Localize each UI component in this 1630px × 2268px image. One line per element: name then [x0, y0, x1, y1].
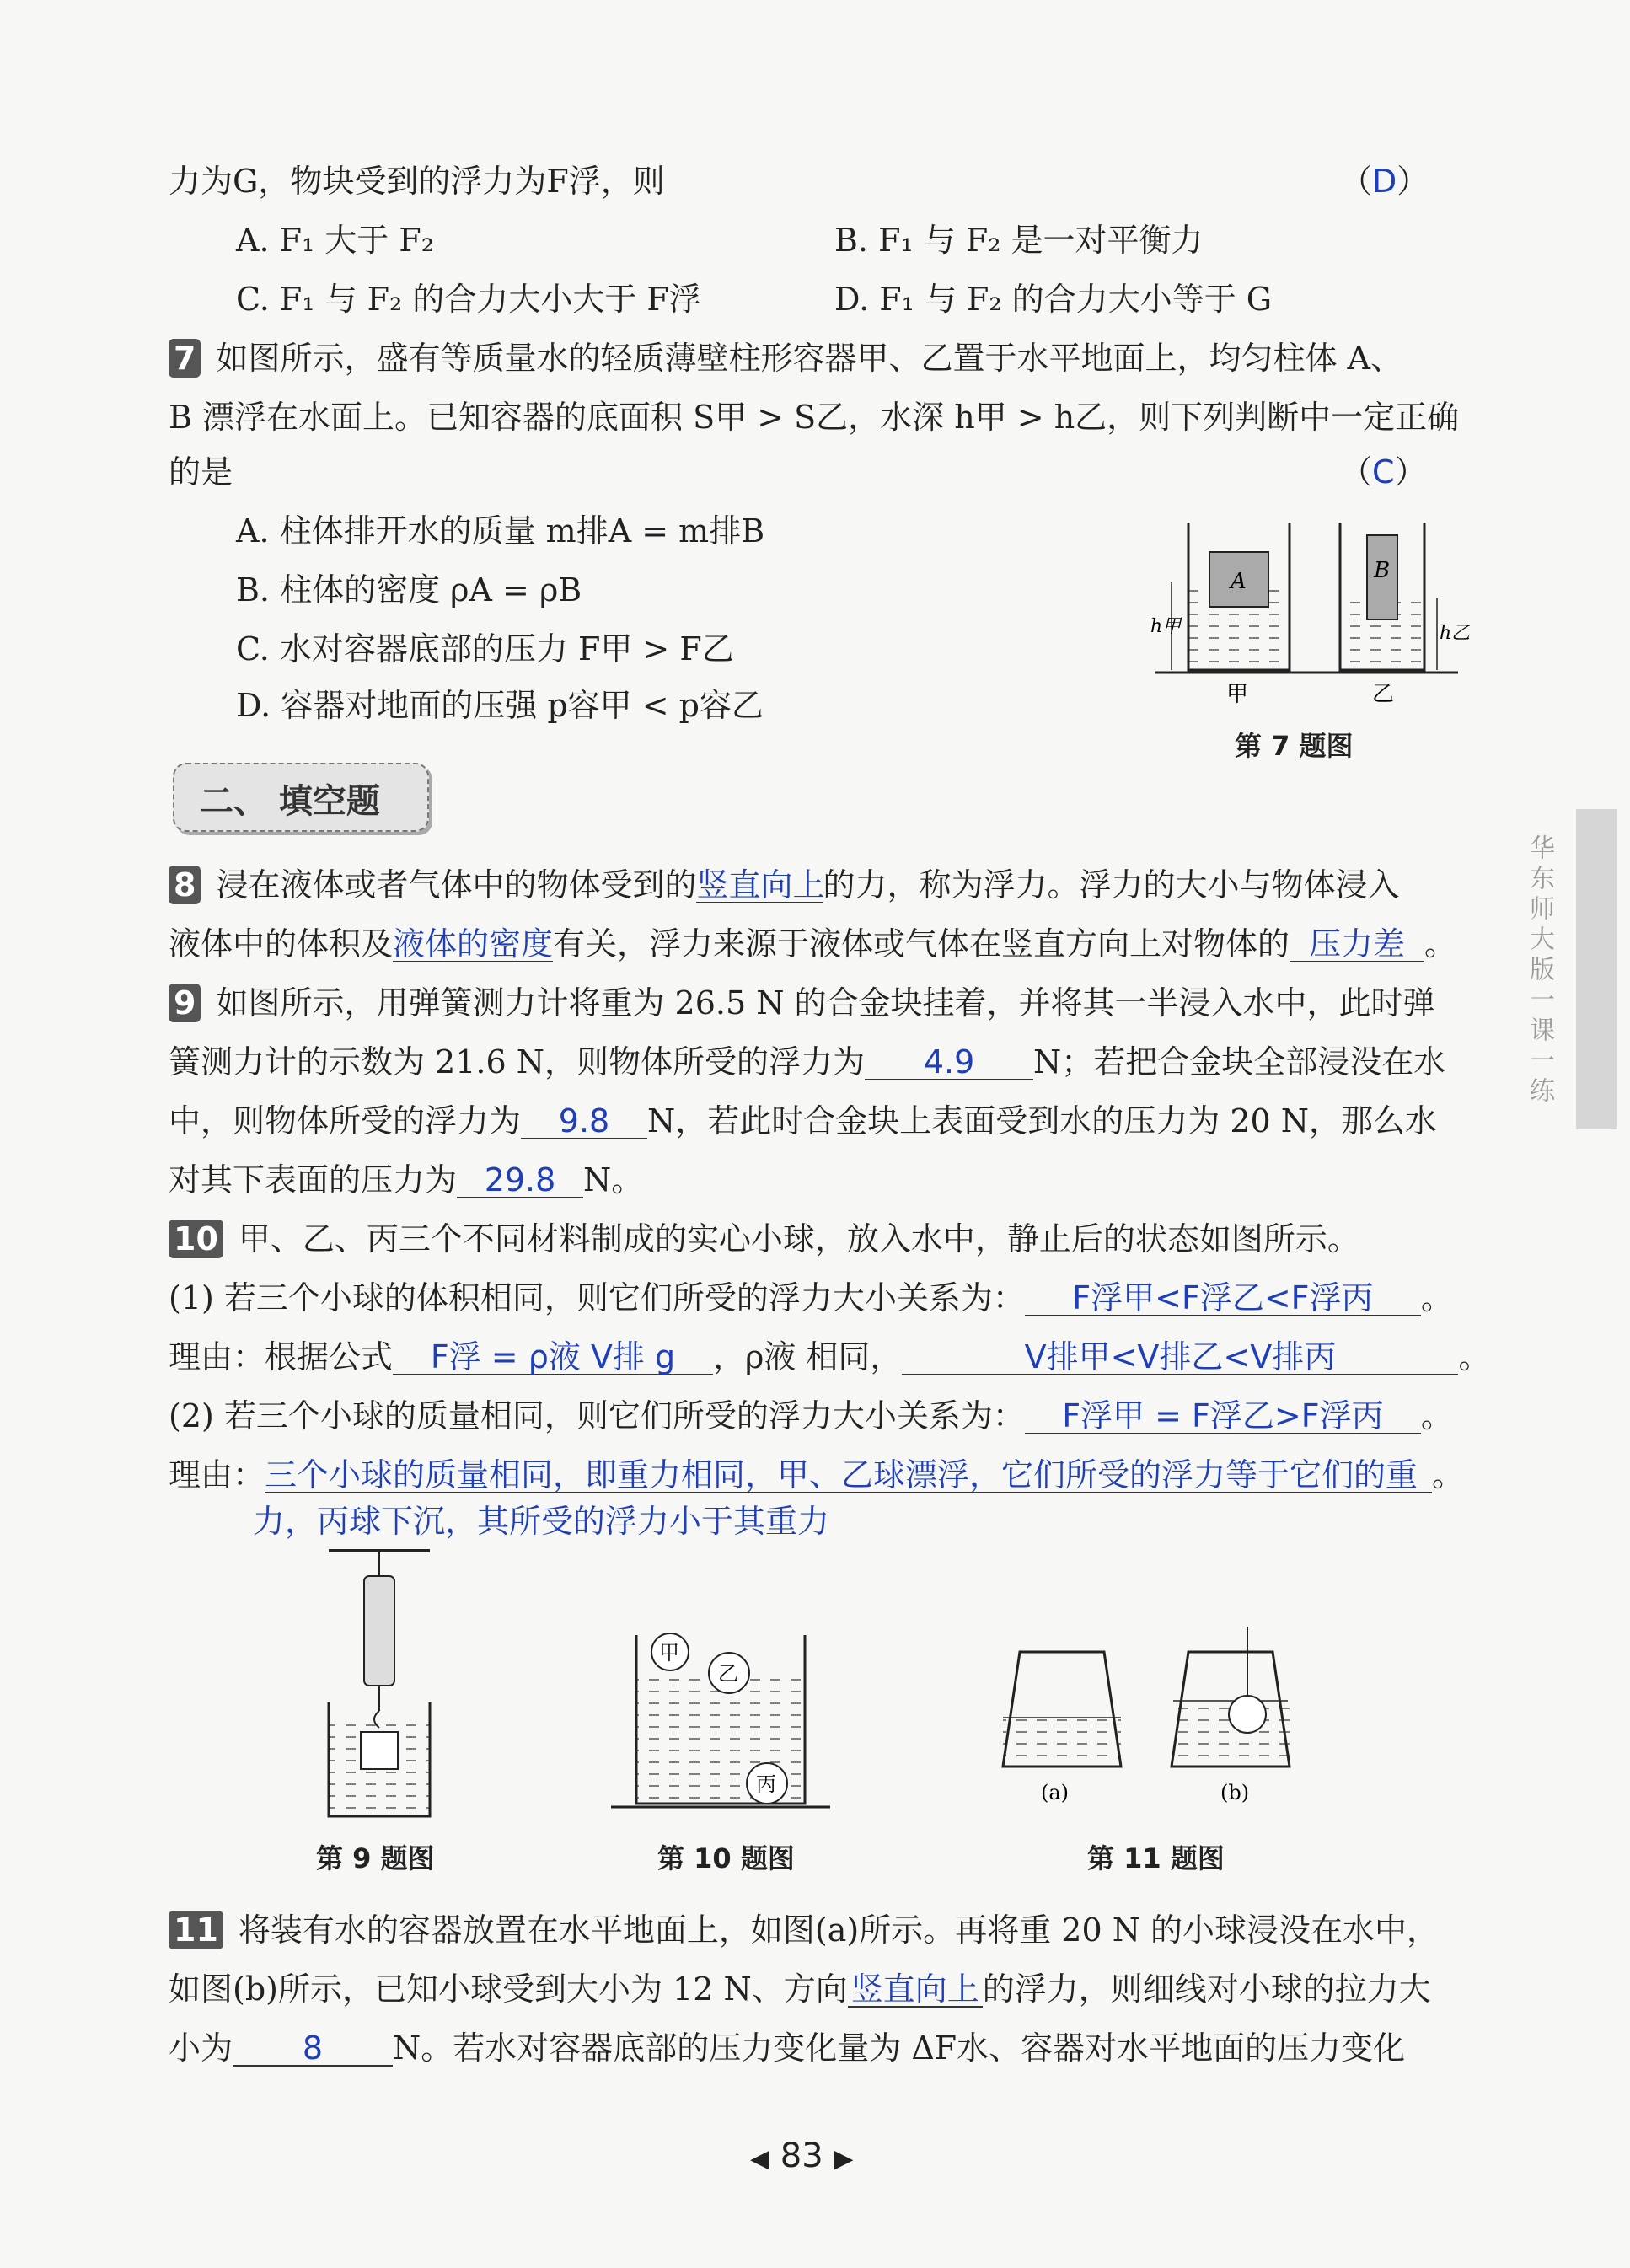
q7-option-c: C. 水对容器底部的压力 F甲 > F乙	[236, 630, 734, 668]
q7-fig-label-h2: h乙	[1440, 623, 1471, 644]
q7-fig-label-b: B	[1374, 558, 1391, 583]
q10-reason1: 理由：根据公式 F浮 = ρ液 V排 g ，ρ液 相同， V排甲<V排乙<V排丙 。	[169, 1338, 1491, 1375]
q7-fig-label-yi: 乙	[1372, 682, 1395, 707]
q10-answer1: F浮甲<F浮乙<F浮丙	[1025, 1281, 1421, 1316]
q6-option-a: A. F₁ 大于 F₂	[236, 222, 434, 259]
q7-figure	[1146, 514, 1471, 708]
q10-answer4: F浮甲 = F浮乙>F浮丙	[1025, 1399, 1421, 1434]
q9-answer3: 29.8	[457, 1163, 583, 1198]
q11-line3: 小为 8 N。若水对容器底部的压力变化量为 ΔF水、容器对水平地面的压力变化	[169, 2029, 1406, 2067]
q7-fig-caption: 第 7 题图	[1235, 730, 1354, 762]
q7-answer-bracket: （C）	[1340, 453, 1427, 491]
q11-line1: 11 将装有水的容器放置在水平地面上，如图(a)所示。再将重 20 N 的小球浸没在水中，	[169, 1909, 1439, 1951]
q7-number: 7	[169, 339, 201, 378]
q9-answer2: 9.8	[521, 1104, 647, 1139]
q7-fig-label-h1: h甲	[1150, 616, 1182, 637]
q8-answer3: 压力差	[1290, 927, 1424, 962]
q10-number: 10	[169, 1220, 223, 1258]
label-b: (b)	[1220, 1781, 1250, 1804]
q8-answer1: 竖直向上	[696, 866, 825, 903]
page-number: ◀ 83 ▶	[750, 2137, 854, 2175]
section-title: 二、 填空题	[200, 782, 380, 821]
q10-answer3: V排甲<V排乙<V排丙	[902, 1340, 1458, 1375]
q7-option-a: A. 柱体排开水的质量 m排A = m排B	[236, 512, 765, 550]
q10-answer2: F浮 = ρ液 V排 g	[393, 1340, 713, 1375]
q7-line1: 7 如图所示，盛有等质量水的轻质薄壁柱形容器甲、乙置于水平地面上，均匀柱体 A、	[169, 337, 1402, 379]
q8-line2: 液体中的体积及液体的密度有关，浮力来源于液体或气体在竖直方向上对物体的 压力差 。	[169, 925, 1457, 962]
q10-fig-caption: 第 10 题图	[657, 1842, 795, 1874]
q9-fig-caption: 第 9 题图	[316, 1842, 435, 1874]
ball-yi-label: 乙	[718, 1662, 738, 1686]
q11-line2: 如图(b)所示，已知小球受到大小为 12 N、方向 竖直向上 的浮力，则细线对小球的拉力大	[169, 1970, 1431, 2008]
q10-part1: (1) 若三个小球的体积相同，则它们所受的浮力大小关系为： F浮甲<F浮乙<F浮丙 。	[169, 1279, 1453, 1316]
q8-line1: 8 浸在液体或者气体中的物体受到的竖直向上的力，称为浮力。浮力的大小与物体浸入	[169, 864, 1399, 906]
q6-option-b: B. F₁ 与 F₂ 是一对平衡力	[834, 222, 1204, 259]
side-tab	[1576, 809, 1617, 1129]
section-header	[173, 763, 429, 832]
q10-stem: 10 甲、乙、丙三个不同材料制成的实心小球，放入水中，静止后的状态如图所示。	[169, 1218, 1359, 1260]
q7-line2: B 漂浮在水面上。已知容器的底面积 S甲 > S乙，水深 h甲 > h乙，则下列判断中一定正确	[169, 399, 1460, 436]
q11-answer2: 8	[233, 2031, 393, 2067]
q6-answer: D	[1372, 163, 1397, 200]
q9-line1: 9 如图所示，用弹簧测力计将重为 26.5 N 的合金块挂着，并将其一半浸入水中，此时弹	[169, 982, 1435, 1024]
q10-answer5: 三个小球的质量相同，即重力相同，甲、乙球漂浮，它们所受的浮力等于它们的重	[265, 1458, 1432, 1493]
q9-line2: 簧测力计的示数为 21.6 N，则物体所受的浮力为 4.9 N；若把合金块全部浸没在水	[169, 1043, 1446, 1080]
q11-answer1: 竖直向上	[848, 1972, 983, 2008]
q11-fig-caption: 第 11 题图	[1087, 1842, 1225, 1874]
q7-option-d: D. 容器对地面的压强 p容甲 < p容乙	[236, 687, 764, 724]
q6-stem: 力为G，物块受到的浮力为F浮，则	[169, 163, 665, 200]
ball-bing-label: 丙	[756, 1772, 776, 1796]
q8-number: 8	[169, 866, 201, 904]
side-text: 华东师大版一课一练	[1525, 834, 1554, 1107]
q7-answer: C	[1372, 453, 1395, 491]
q10-reason2: 理由：三个小球的质量相同，即重力相同，甲、乙球漂浮，它们所受的浮力等于它们的重 。	[169, 1456, 1465, 1493]
label-a: (a)	[1041, 1781, 1070, 1804]
q7-fig-label-jia: 甲	[1226, 682, 1249, 707]
q9-line3: 中，则物体所受的浮力为 9.8 N，若此时合金块上表面受到水的压力为 20 N，那么水	[169, 1102, 1438, 1139]
q6-option-d: D. F₁ 与 F₂ 的合力大小等于 G	[834, 281, 1273, 318]
q10-figure	[607, 1627, 834, 1820]
q7-line3: 的是	[169, 453, 233, 491]
q10-answer6: 力，丙球下沉，其所受的浮力小于其重力	[253, 1503, 830, 1540]
q7-fig-label-a: A	[1231, 569, 1247, 594]
q9-figure	[303, 1542, 455, 1820]
q6-answer-bracket: （D）	[1340, 163, 1429, 200]
q7-option-b: B. 柱体的密度 ρA = ρB	[236, 571, 582, 609]
q9-number: 9	[169, 984, 201, 1022]
q8-answer2: 液体的密度	[393, 925, 554, 962]
q11-number: 11	[169, 1911, 223, 1949]
q9-answer1: 4.9	[865, 1045, 1033, 1080]
q9-line4: 对其下表面的压力为 29.8 N。	[169, 1161, 644, 1198]
q6-option-c: C. F₁ 与 F₂ 的合力大小大于 F浮	[236, 281, 701, 318]
q10-part2: (2) 若三个小球的质量相同，则它们所受的浮力大小关系为： F浮甲 = F浮乙>F浮丙 。	[169, 1397, 1453, 1434]
ball-jia-label: 甲	[659, 1641, 679, 1665]
q11-figure	[995, 1643, 1298, 1812]
